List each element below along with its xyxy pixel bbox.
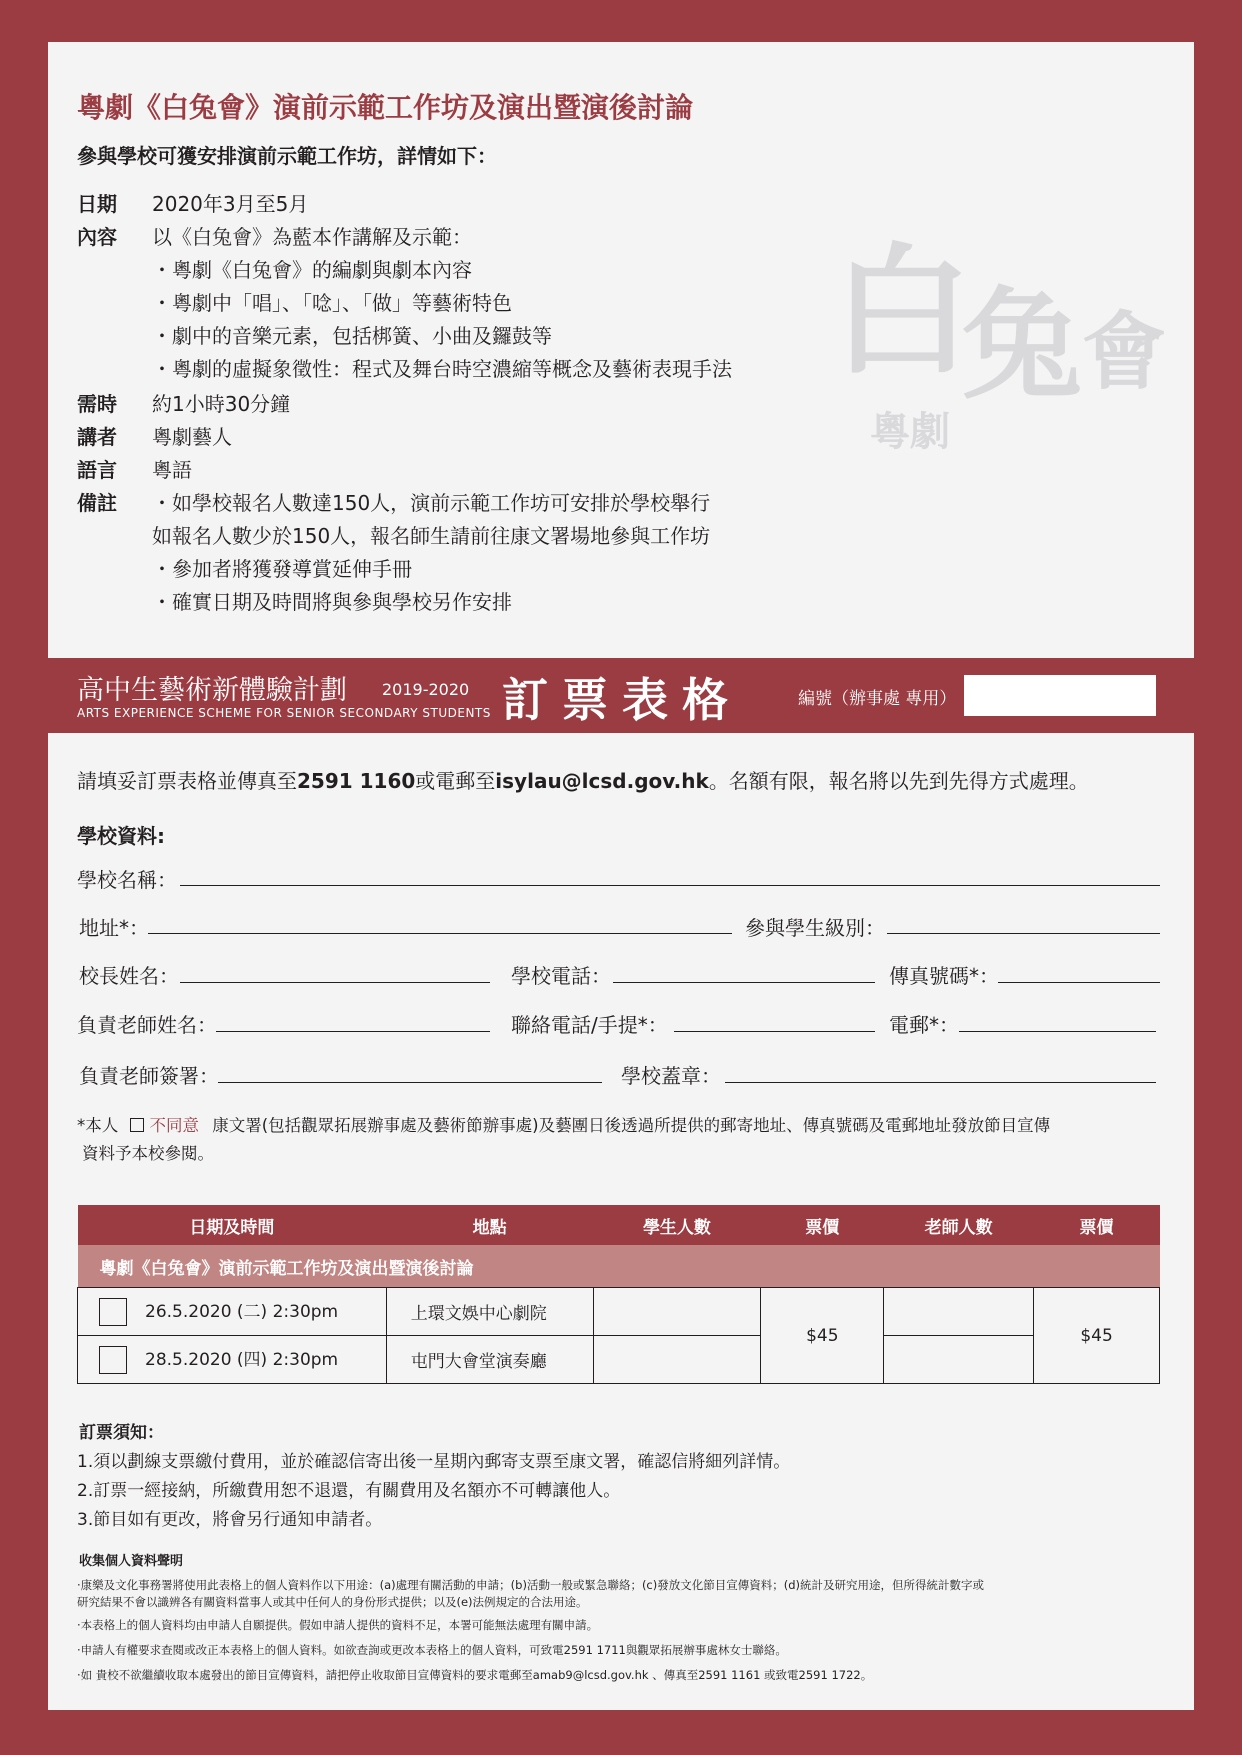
teacher-count-field[interactable] — [884, 1336, 1034, 1384]
contact-label: 聯絡電話/手提*： — [511, 1013, 668, 1037]
privacy-item: 研究結果不會以識辨各有關資料當事人或其中任何人的身份形式提供；以及(e)法例規定的合法用途。 — [77, 1595, 588, 1609]
instruction: 請填妥訂票表格並傳真至2591 1160或電郵至isylau@lcsd.gov.hk。名額有限，報名將以先到先得方式處理。 — [77, 769, 1089, 793]
email-address[interactable]: isylau@lcsd.gov.hk — [495, 769, 709, 793]
header-students: 學生人數 — [593, 1205, 761, 1245]
remarks-label: 備註 — [77, 491, 117, 515]
session-date: 28.5.2020 (四) 2:30pm — [145, 1350, 339, 1370]
language-value: 粵語 — [152, 458, 192, 482]
address-field[interactable] — [148, 933, 732, 934]
teacher-label: 負責老師姓名： — [77, 1013, 217, 1037]
date-label: 日期 — [77, 192, 117, 216]
content-item: ・粵劇的虛擬象徵性：程式及舞台時空濃縮等概念及藝術表現手法 — [152, 357, 732, 381]
school-info-heading: 學校資料: — [77, 824, 165, 848]
speaker-value: 粵劇藝人 — [152, 425, 232, 449]
speaker-label: 講者 — [77, 425, 117, 449]
scheme-name-en: ARTS EXPERIENCE SCHEME FOR SENIOR SECONDARY STUDENTS — [77, 706, 491, 720]
session-venue: 屯門大會堂演奏廳 — [386, 1336, 593, 1384]
principal-label: 校長姓名： — [79, 964, 179, 988]
notes-title: 訂票須知： — [79, 1423, 164, 1443]
header-price: 票價 — [1034, 1205, 1160, 1245]
duration-value: 約1小時30分鐘 — [152, 392, 291, 416]
remarks-item: ・如學校報名人數達150人，演前示範工作坊可安排於學校舉行 — [152, 491, 711, 515]
privacy-item: ‧本表格上的個人資料均由申請人自願提供。假如申請人提供的資料不足，本署可能無法處理有關申請。 — [77, 1618, 599, 1632]
email-label: 電郵*： — [889, 1013, 959, 1037]
note-item: 2.訂票一經接納，所繳費用恕不退還，有關費用及名額亦不可轉讓他人。 — [77, 1481, 621, 1501]
stamp-field[interactable] — [725, 1082, 1156, 1083]
school-name-field[interactable] — [180, 885, 1160, 886]
privacy-title: 收集個人資料聲明 — [79, 1554, 184, 1569]
header-venue: 地點 — [386, 1205, 593, 1245]
level-field[interactable] — [887, 933, 1160, 934]
note-item: 1.須以劃線支票繳付費用，並於確認信寄出後一星期內郵寄支票至康文署，確認信將細列詳情。 — [77, 1452, 791, 1472]
student-count-field[interactable] — [593, 1336, 761, 1384]
content-item: ・劇中的音樂元素，包括梆簧、小曲及鑼鼓等 — [152, 324, 552, 348]
session-2-checkbox[interactable] — [99, 1346, 127, 1374]
table-row — [78, 1336, 1160, 1384]
program-subtitle: 參與學校可獲安排演前示範工作坊，詳情如下： — [77, 144, 497, 168]
program-row — [78, 1245, 1160, 1288]
fax-field[interactable] — [998, 982, 1160, 983]
table-row — [78, 1288, 1160, 1336]
content-label: 內容 — [77, 225, 117, 249]
email-field[interactable] — [959, 1031, 1156, 1032]
remarks-item: ・確實日期及時間將與參與學校另作安排 — [152, 590, 512, 614]
privacy-item: ‧康樂及文化事務署將使用此表格上的個人資料作以下用途：(a)處理有關活動的申請；(b)活動一般或緊急聯絡；(c)發放文化節目宣傳資料；(d)統計及研究用途，但所得統計數字或 — [77, 1578, 985, 1592]
principal-field[interactable] — [180, 982, 490, 983]
remarks-item: 如報名人數少於150人，報名師生請前往康文署場地參與工作坊 — [152, 524, 711, 548]
session-1-checkbox[interactable] — [99, 1298, 127, 1326]
session-date: 26.5.2020 (二) 2:30pm — [145, 1302, 339, 1322]
school-name-label: 學校名稱： — [77, 868, 177, 892]
content-item: ・粵劇《白兔會》的編劇與劇本內容 — [152, 258, 472, 282]
watermark-yueju: 粵劇 — [870, 408, 950, 455]
signature-field[interactable] — [218, 1082, 602, 1083]
consent-line: *本人 不同意 康文署(包括觀眾拓展辦事處及藝術節辦事處)及藝團日後透過所提供的郵寄地址、傳真號碼及電郵地址發放節目宣傳 — [77, 1116, 1051, 1135]
session-venue: 上環文娛中心劇院 — [386, 1288, 593, 1336]
booking-table — [77, 1205, 1160, 1384]
ref-number-field[interactable] — [964, 675, 1156, 716]
scheme-year: 2019-2020 — [382, 680, 470, 699]
student-price: $45 — [761, 1288, 884, 1384]
language-label: 語言 — [77, 458, 117, 482]
privacy-item: ‧申請人有權要求查閱或改正本表格上的個人資料。如欲查詢或更改本表格上的個人資料，可致電2591 1711與觀眾拓展辦事處林女士聯絡。 — [77, 1643, 787, 1657]
watermark-bai: 白 — [832, 230, 973, 394]
content-intro: 以《白兔會》為藍本作講解及示範： — [152, 225, 472, 249]
teacher-price: $45 — [1034, 1288, 1160, 1384]
consent-line-2: 資料予本校參閱。 — [82, 1144, 214, 1163]
consent-checkbox[interactable] — [130, 1118, 144, 1132]
fax-label: 傳真號碼*： — [889, 964, 999, 988]
level-label: 參與學生級別： — [745, 916, 885, 940]
scheme-name-cn: 高中生藝術新體驗計劃 — [77, 675, 347, 706]
date-value: 2020年3月至5月 — [152, 192, 309, 216]
header-date: 日期及時間 — [78, 1205, 387, 1245]
ref-label: 編號（辦事處 專用） — [798, 689, 957, 709]
duration-label: 需時 — [77, 392, 117, 416]
watermark-tu: 兔 — [962, 275, 1082, 416]
stamp-label: 學校蓋章： — [621, 1064, 721, 1088]
header-price: 票價 — [761, 1205, 884, 1245]
teacher-count-field[interactable] — [884, 1288, 1034, 1336]
header-teachers: 老師人數 — [884, 1205, 1034, 1245]
remarks-item: ・參加者將獲發導賞延伸手冊 — [152, 557, 412, 581]
school-phone-label: 學校電話： — [511, 964, 611, 988]
school-phone-field[interactable] — [613, 982, 875, 983]
contact-field[interactable] — [674, 1031, 875, 1032]
content-item: ・粵劇中「唱」、「唸」、「做」等藝術特色 — [152, 291, 512, 315]
signature-label: 負責老師簽署： — [79, 1064, 219, 1088]
address-label: 地址*： — [79, 916, 149, 940]
table-header-row — [78, 1205, 1160, 1245]
teacher-field[interactable] — [216, 1031, 490, 1032]
program-title: 粵劇《白兔會》演前示範工作坊及演出暨演後討論 — [77, 91, 694, 124]
fax-number: 2591 1160 — [297, 769, 416, 793]
privacy-item: ‧如 貴校不欲繼續收取本處發出的節目宣傳資料，請把停止收取節目宣傳資料的要求電郵至amab9@lcsd.gov.hk 、傳真至2591 1161 或致電2591 1722。 — [77, 1668, 873, 1682]
program-name: 粵劇《白兔會》演前示範工作坊及演出暨演後討論 — [78, 1245, 1160, 1288]
student-count-field[interactable] — [593, 1288, 761, 1336]
consent-disagree: 不同意 — [149, 1116, 199, 1135]
form-title: 訂票表格 — [502, 673, 742, 727]
watermark-hui: 會 — [1082, 302, 1167, 401]
note-item: 3.節目如有更改，將會另行通知申請者。 — [77, 1510, 383, 1530]
